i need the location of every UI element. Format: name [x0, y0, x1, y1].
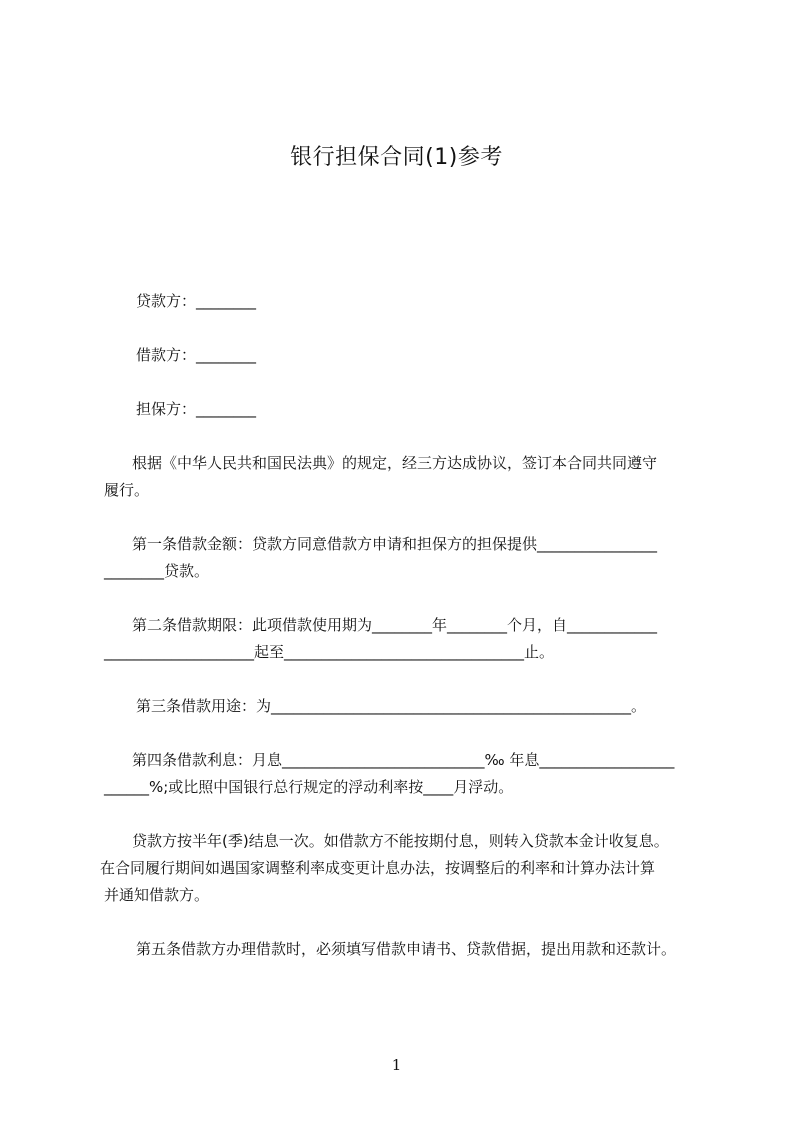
page-number: 1 [391, 1056, 402, 1074]
guarantor-line: 担保方：________ [136, 400, 257, 418]
article-1-line-2: ________贷款。 [104, 562, 210, 580]
interest-settlement-line-2: 在合同履行期间如遇国家调整利率成变更计息办法，按调整后的利率和计算办法计算 [100, 859, 656, 877]
interest-settlement-line-1: 贷款方按半年(季)结息一次。如借款方不能按期付息，则转入贷款本金计收复息。 [132, 832, 669, 850]
article-4-line-1: 第四条借款利息：月息___________________________‰ 年息__________________ [132, 751, 675, 769]
article-5-line: 第五条借款方办理借款时，必须填写借款申请书、贷款借据，提出用款和还款计。 [136, 940, 677, 958]
article-2-line-2: ____________________起至________________________________止。 [104, 643, 555, 661]
preamble-line-2: 履行。 [104, 481, 150, 499]
article-2-line-1: 第二条借款期限：此项借款使用期为________年________个月，自____________ [132, 616, 658, 634]
article-1-line-1: 第一条借款金额：贷款方同意借款方申请和担保方的担保提供________________ [132, 535, 658, 553]
preamble-line-1: 根据《中华人民共和国民法典》的规定，经三方达成协议，签订本合同共同遵守 [132, 454, 658, 472]
article-4-line-2: ______%;或比照中国银行总行规定的浮动利率按____月浮动。 [104, 778, 514, 796]
article-3-line: 第三条借款用途：为________________________________________________。 [136, 697, 647, 715]
lender-line: 贷款方：________ [136, 292, 257, 310]
borrower-line: 借款方：________ [136, 346, 257, 364]
document-title: 银行担保合同(1)参考 [290, 145, 503, 170]
interest-settlement-line-3: 并通知借款方。 [104, 886, 210, 904]
